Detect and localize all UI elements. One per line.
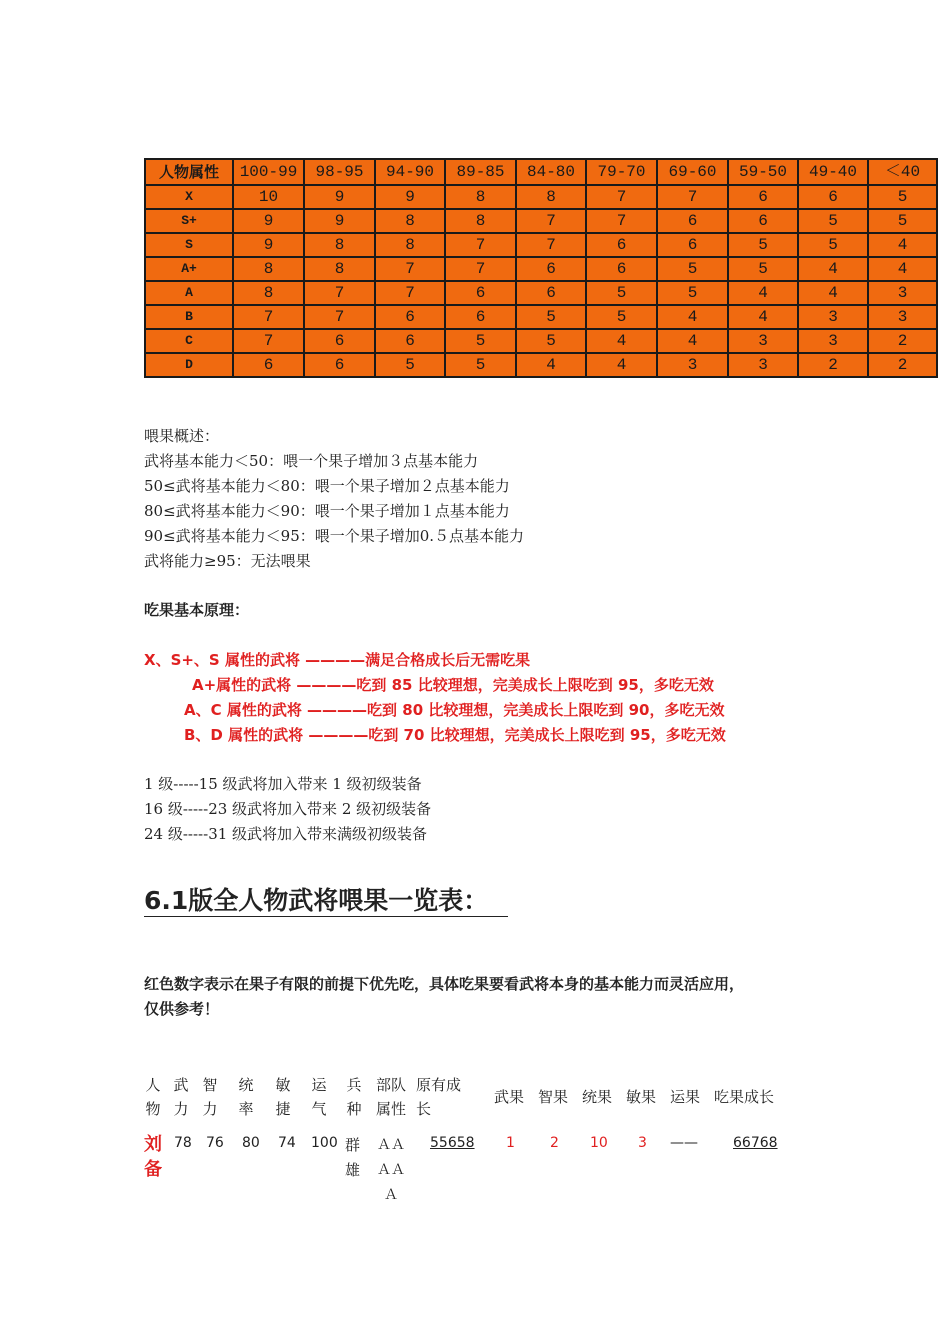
feed-overview-line: 武将基本能力＜50：喂一个果子增加３点基本能力 xyxy=(144,452,479,470)
growth-value: 3 xyxy=(798,329,868,353)
growth-value: 5 xyxy=(798,209,868,233)
growth-value: 6 xyxy=(304,353,375,377)
growth-value: 7 xyxy=(445,233,516,257)
header-bing: 兵 种 xyxy=(346,1076,362,1118)
growth-value: 6 xyxy=(233,353,304,377)
header-tongguo: 统果 xyxy=(582,1088,613,1106)
growth-value: 6 xyxy=(657,233,728,257)
table-row xyxy=(145,185,937,209)
growth-value: 4 xyxy=(657,329,728,353)
growth-value: 5 xyxy=(445,353,516,377)
growth-value: 5 xyxy=(728,257,798,281)
table-row xyxy=(145,281,937,305)
growth-value: 5 xyxy=(728,233,798,257)
header-yun: 运 气 xyxy=(311,1076,327,1118)
growth-value: 6 xyxy=(375,329,445,353)
growth-value: 4 xyxy=(586,353,657,377)
growth-value: 7 xyxy=(233,305,304,329)
growth-value: 9 xyxy=(233,233,304,257)
growth-value: 6 xyxy=(445,305,516,329)
growth-value: 7 xyxy=(586,209,657,233)
note-line: 仅供参考！ xyxy=(144,1000,220,1018)
equipment-line: 24 级-----31 级武将加入带来满级初级装备 xyxy=(144,825,428,843)
growth-value: 7 xyxy=(445,257,516,281)
principle-line: A+属性的武将 ————吃到 85 比较理想，完美成长上限吃到 95，多吃无效 xyxy=(192,676,714,694)
growth-value: 6 xyxy=(798,185,868,209)
feed-overview-title: 喂果概述： xyxy=(144,427,220,445)
value-tong: 80 xyxy=(242,1135,260,1151)
table-row xyxy=(145,329,937,353)
feed-overview-line: 80≤武将基本能力＜90：喂一个果子增加１点基本能力 xyxy=(144,502,510,520)
range-header: 79-70 xyxy=(586,159,657,185)
growth-value: 4 xyxy=(516,353,586,377)
table-row xyxy=(145,209,937,233)
equipment-line: 16 级-----23 级武将加入带来 2 级初级装备 xyxy=(144,800,432,818)
growth-value: 9 xyxy=(304,185,375,209)
growth-value: 3 xyxy=(868,305,937,329)
table-row xyxy=(145,353,937,377)
equipment-line: 1 级-----15 级武将加入带来 1 级初级装备 xyxy=(144,775,422,793)
growth-value: 6 xyxy=(657,209,728,233)
growth-value: 2 xyxy=(798,353,868,377)
growth-value: 7 xyxy=(233,329,304,353)
value-yun: 100 xyxy=(311,1135,338,1151)
growth-value: 3 xyxy=(657,353,728,377)
range-header: 49-40 xyxy=(798,159,868,185)
growth-value: 5 xyxy=(586,305,657,329)
range-header: 69-60 xyxy=(657,159,728,185)
principle-line: A、C 属性的武将 ————吃到 80 比较理想，完美成长上限吃到 90，多吃无效 xyxy=(184,701,725,719)
growth-value: 6 xyxy=(728,209,798,233)
growth-value: 9 xyxy=(304,209,375,233)
growth-value: 7 xyxy=(375,257,445,281)
growth-value: 5 xyxy=(868,185,937,209)
value-wuguo: 1 xyxy=(506,1135,515,1151)
grade-label: D xyxy=(145,353,233,377)
growth-value: 2 xyxy=(868,329,937,353)
growth-value: 5 xyxy=(657,281,728,305)
range-header: ＜40 xyxy=(868,159,937,185)
header-zhiguo: 智果 xyxy=(538,1088,569,1106)
growth-value: 6 xyxy=(516,281,586,305)
growth-value: 4 xyxy=(868,257,937,281)
growth-value: 4 xyxy=(868,233,937,257)
feed-overview-line: 武将能力≥95：无法喂果 xyxy=(144,552,311,570)
value-budui: ＡＡ ＡＡ Ａ xyxy=(377,1137,405,1203)
grade-label: S xyxy=(145,233,233,257)
growth-value: 5 xyxy=(375,353,445,377)
value-zhi: 76 xyxy=(206,1135,224,1151)
header-tong: 统 率 xyxy=(238,1076,254,1118)
header-budui: 部队 属性 xyxy=(375,1076,406,1118)
growth-table xyxy=(144,158,938,378)
growth-value: 8 xyxy=(233,281,304,305)
principle-line: B、D 属性的武将 ————吃到 70 比较理想，完美成长上限吃到 95，多吃无效 xyxy=(184,726,726,744)
growth-value: 10 xyxy=(233,185,304,209)
growth-value: 2 xyxy=(868,353,937,377)
value-wu: 78 xyxy=(174,1135,192,1151)
growth-value: 5 xyxy=(516,329,586,353)
growth-value: 6 xyxy=(304,329,375,353)
principle-line: X、S+、S 属性的武将 ————满足合格成长后无需吃果 xyxy=(144,651,531,669)
note-line: 红色数字表示在果子有限的前提下优先吃，具体吃果要看武将本身的基本能力而灵活应用， xyxy=(144,975,745,993)
header-min: 敏 捷 xyxy=(275,1076,291,1118)
growth-value: 7 xyxy=(657,185,728,209)
growth-value: 4 xyxy=(728,305,798,329)
range-header: 98-95 xyxy=(304,159,375,185)
growth-value: 4 xyxy=(586,329,657,353)
growth-value: 5 xyxy=(445,329,516,353)
growth-value: 8 xyxy=(375,233,445,257)
growth-value: 4 xyxy=(728,281,798,305)
growth-value: 8 xyxy=(304,233,375,257)
header-zhi: 智 力 xyxy=(202,1076,218,1118)
value-zhiguo: 2 xyxy=(550,1135,559,1151)
growth-value: 3 xyxy=(798,305,868,329)
growth-value: 5 xyxy=(798,233,868,257)
growth-value: 7 xyxy=(516,233,586,257)
header-minguo: 敏果 xyxy=(626,1088,657,1106)
char-name: 刘 备 xyxy=(144,1134,162,1180)
grade-label: A xyxy=(145,281,233,305)
value-yunguo: —— xyxy=(670,1135,698,1151)
range-header: 59-50 xyxy=(728,159,798,185)
grade-label: B xyxy=(145,305,233,329)
growth-value: 9 xyxy=(233,209,304,233)
growth-value: 4 xyxy=(798,281,868,305)
growth-value: 6 xyxy=(516,257,586,281)
range-header: 94-90 xyxy=(375,159,445,185)
header-yunguo: 运果 xyxy=(670,1088,701,1106)
growth-value: 5 xyxy=(586,281,657,305)
value-min: 74 xyxy=(278,1135,296,1151)
value-yuanyou: 55658 xyxy=(430,1135,475,1151)
growth-value: 5 xyxy=(516,305,586,329)
table-corner-header: 人物属性 xyxy=(145,159,233,185)
feed-overview-line: 90≤武将基本能力＜95：喂一个果子增加0.５点基本能力 xyxy=(144,527,525,545)
growth-value: 8 xyxy=(445,185,516,209)
growth-value: 7 xyxy=(304,281,375,305)
growth-value: 7 xyxy=(516,209,586,233)
table-row xyxy=(145,305,937,329)
growth-value: 4 xyxy=(798,257,868,281)
value-bing: 群 雄 xyxy=(345,1136,361,1179)
growth-value: 7 xyxy=(375,281,445,305)
range-header: 89-85 xyxy=(445,159,516,185)
growth-value: 4 xyxy=(657,305,728,329)
growth-value: 6 xyxy=(375,305,445,329)
growth-value: 3 xyxy=(728,329,798,353)
growth-value: 7 xyxy=(304,305,375,329)
header-person: 人 物 xyxy=(145,1076,161,1118)
growth-value: 6 xyxy=(445,281,516,305)
grade-label: A+ xyxy=(145,257,233,281)
value-chiguo: 66768 xyxy=(733,1135,778,1151)
table-row xyxy=(145,233,937,257)
range-header: 84-80 xyxy=(516,159,586,185)
grade-label: X xyxy=(145,185,233,209)
principle-title: 吃果基本原理： xyxy=(144,601,250,619)
growth-value: 6 xyxy=(728,185,798,209)
growth-value: 5 xyxy=(657,257,728,281)
grade-label: S+ xyxy=(145,209,233,233)
growth-value: 9 xyxy=(375,185,445,209)
growth-value: 3 xyxy=(868,281,937,305)
range-header: 100-99 xyxy=(233,159,304,185)
growth-value: 8 xyxy=(375,209,445,233)
section-title: 6.1版全人物武将喂果一览表： xyxy=(144,886,508,917)
header-wu: 武 力 xyxy=(173,1076,189,1118)
value-minguo: 3 xyxy=(638,1135,647,1151)
growth-value: 6 xyxy=(586,257,657,281)
growth-value: 8 xyxy=(516,185,586,209)
growth-value: 8 xyxy=(233,257,304,281)
growth-value: 7 xyxy=(586,185,657,209)
feed-overview-line: 50≤武将基本能力＜80：喂一个果子增加２点基本能力 xyxy=(144,477,510,495)
growth-value: 3 xyxy=(728,353,798,377)
table-row xyxy=(145,257,937,281)
header-yuanyou: 原有成 长 xyxy=(416,1076,462,1118)
header-wuguo: 武果 xyxy=(494,1088,525,1106)
growth-value: 8 xyxy=(445,209,516,233)
header-chiguo: 吃果成长 xyxy=(714,1088,775,1106)
growth-value: 8 xyxy=(304,257,375,281)
grade-label: C xyxy=(145,329,233,353)
value-tongguo: 10 xyxy=(590,1135,608,1151)
growth-value: 6 xyxy=(586,233,657,257)
growth-value: 5 xyxy=(868,209,937,233)
